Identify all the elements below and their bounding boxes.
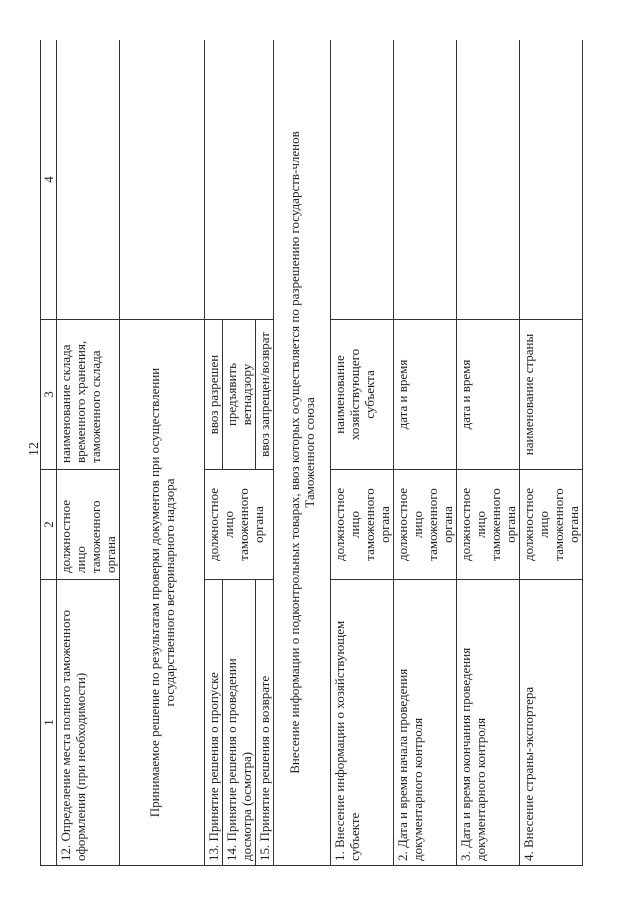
header-col-1: 1: [41, 580, 57, 866]
table-row-13: [205, 40, 223, 866]
header-col-4: 4: [41, 40, 57, 320]
table-row-c: [457, 40, 520, 866]
row13-data: ввоз разрешен: [205, 320, 223, 470]
section-heading-info: [274, 40, 331, 866]
table-header-row: [41, 40, 57, 866]
rowA-responsible: должностное лицо таможенного органа: [331, 470, 394, 580]
rowB-note: [394, 40, 457, 320]
rowB-data: дата и время: [394, 320, 457, 470]
header-col-3: 3: [41, 320, 57, 470]
section-heading-decision-empty: [120, 40, 205, 320]
section-heading-info-text: Внесение информации о подконтрольных товарах, ввоз которых осуществляется по разрешению государств-членов Таможенного союза: [274, 40, 331, 866]
rotated-page: [40, 40, 603, 866]
rowD-responsible: должностное лицо таможенного органа: [520, 470, 583, 580]
row15-operation: 15. Принятие решения о возврате: [256, 580, 274, 866]
rows13-15-responsible: должностное лицо таможенного органа: [205, 470, 274, 580]
document-sheet: [40, 40, 603, 866]
rowC-responsible: должностное лицо таможенного органа: [457, 470, 520, 580]
rowD-note: [520, 40, 583, 320]
row12-note: [57, 40, 120, 320]
rowA-operation: 1. Внесение информации о хозяйствующем субъекте: [331, 580, 394, 866]
row14-operation: 14. Принятие решения о проведении досмотра (осмотра): [223, 580, 256, 866]
rowD-data: наименование страны: [520, 320, 583, 470]
row12-data: наименование склада временного хранения, таможенного склада: [57, 320, 120, 470]
rowC-operation: 3. Дата и время окончания проведения документарного контроля: [457, 580, 520, 866]
row12-operation: 12. Определение места полного таможенного оформления (при необходимости): [57, 580, 120, 866]
regulation-table: [40, 40, 583, 866]
rowC-data: дата и время: [457, 320, 520, 470]
rowA-data: наименование хозяйствующего субъекта: [331, 320, 394, 470]
section-heading-decision: [120, 40, 205, 866]
table-row-b: [394, 40, 457, 866]
row15-data: ввоз запрещен/возврат: [256, 320, 274, 470]
rowB-responsible: должностное лицо таможенного органа: [394, 470, 457, 580]
row14-data: предъявить ветнадзору: [223, 320, 256, 470]
table-row-d: [520, 40, 583, 866]
rowD-operation: 4. Внесение страны-экспортера: [520, 580, 583, 866]
section-heading-decision-text: Принимаемое решение по результатам проверки документов при осуществлении государственного ветеринарного надзора: [120, 320, 205, 866]
rows13-15-note: [205, 40, 274, 320]
table-row-a: [331, 40, 394, 866]
rowC-note: [457, 40, 520, 320]
rowB-operation: 2. Дата и время начала проведения документарного контроля: [394, 580, 457, 866]
rowA-note: [331, 40, 394, 320]
header-col-2: 2: [41, 470, 57, 580]
row13-operation: 13. Принятие решения о пропуске: [205, 580, 223, 866]
page-number: 12: [27, 442, 42, 456]
table-row-12: [57, 40, 120, 866]
row12-responsible: должностное лицо таможенного органа: [57, 470, 120, 580]
